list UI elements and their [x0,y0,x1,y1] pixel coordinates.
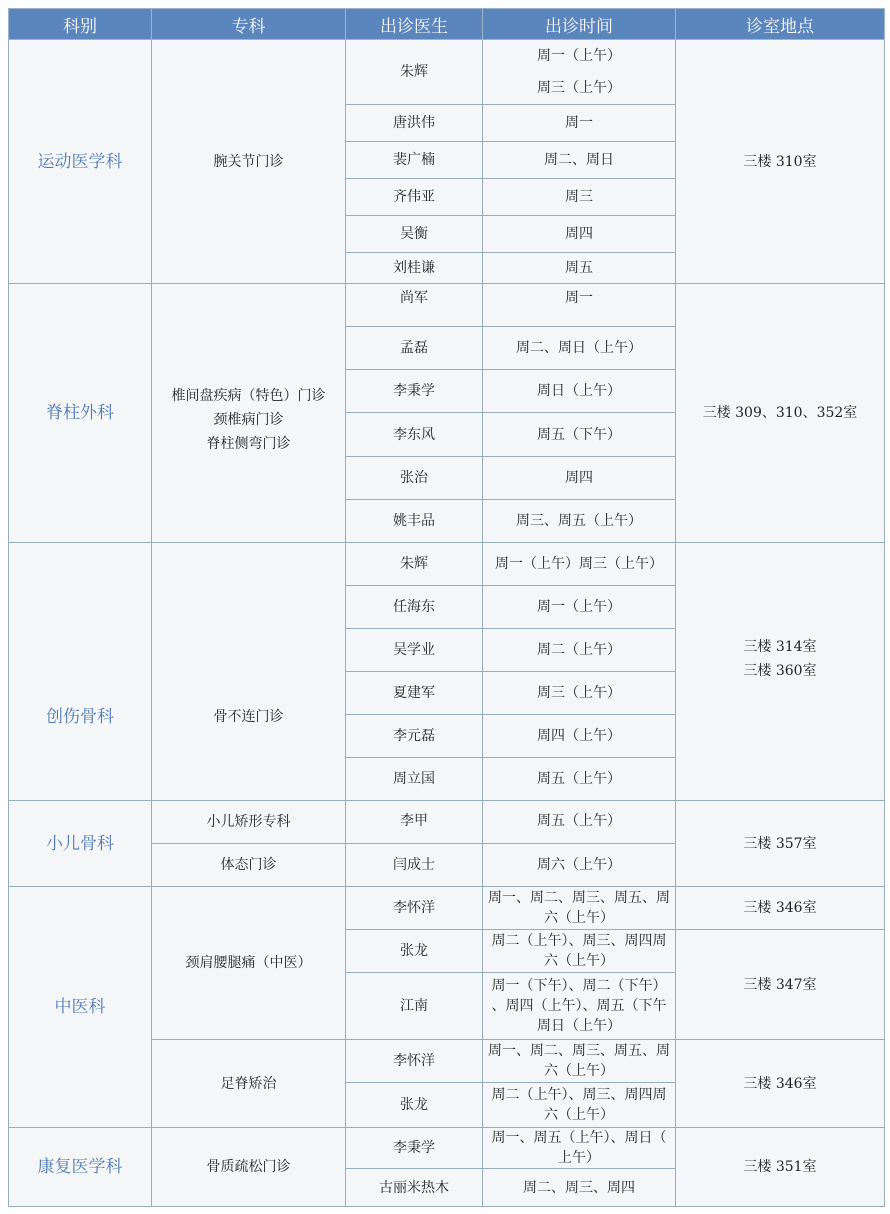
time-cell: 周一 [483,284,676,327]
time-line: 周一、周五（上午）、周日（ [491,1130,667,1146]
time-cell: 周五（下午） [483,413,676,457]
specialty-line: 脊柱侧弯门诊 [206,436,291,452]
dept-cell: 中医科 [9,887,152,1128]
time-cell: 周一（上午） [483,586,676,629]
doctor-cell: 张治 [346,457,483,500]
location-line: 三楼 314室 [743,639,817,655]
time-line: 六（上午） [544,1063,614,1079]
time-line: 上午） [558,1150,600,1166]
time-cell: 周一（上午）周三（上午） [483,543,676,586]
specialty-cell: 腕关节门诊 [152,40,346,284]
doctor-cell: 齐伟亚 [346,179,483,216]
time-cell: 周二、周日 [483,142,676,179]
table-row [9,801,885,844]
doctor-cell: 吴学业 [346,629,483,672]
time-cell [483,930,676,973]
time-cell: 周二（上午） [483,629,676,672]
dept-cell: 小儿骨科 [9,801,152,887]
time-cell: 周三、周五（上午） [483,500,676,543]
time-line: 、周四（上午）、周五（下午 [491,998,667,1014]
time-line: 周一、周二、周三、周五、周 [488,890,670,906]
doctor-cell: 朱辉 [346,543,483,586]
dept-cell: 创伤骨科 [9,543,152,801]
time-cell: 周三 [483,179,676,216]
time-cell [483,887,676,930]
doctor-cell: 李元磊 [346,715,483,758]
time-cell: 周日（上午） [483,370,676,413]
header-time: 出诊时间 [483,9,676,40]
header-doctor: 出诊医生 [346,9,483,40]
table-row [9,40,885,105]
time-line: 六（上午） [544,910,614,926]
specialty-cell: 小儿矫形专科 [152,801,346,844]
doctor-cell: 唐洪伟 [346,105,483,142]
time-line: 周二（上午）、周三、周四周 [491,1087,667,1103]
schedule-wrapper [8,8,884,1206]
location-cell: 三楼 351室 [676,1128,885,1207]
time-cell: 周四 [483,457,676,500]
time-cell [483,1128,676,1169]
time-cell: 周四（上午） [483,715,676,758]
doctor-cell: 张龙 [346,930,483,973]
doctor-cell: 刘桂谦 [346,253,483,284]
time-line: 周一、周二、周三、周五、周 [488,1043,670,1059]
doctor-cell: 闫成士 [346,844,483,887]
doctor-cell: 周立国 [346,758,483,801]
header-specialty: 专科 [152,9,346,40]
doctor-cell: 李怀洋 [346,1040,483,1083]
specialty-cell [152,284,346,543]
doctor-cell: 朱辉 [346,40,483,105]
doctor-cell: 裴广楠 [346,142,483,179]
time-line: 周三（上午） [537,80,621,96]
location-cell: 三楼 310室 [676,40,885,284]
doctor-cell: 李甲 [346,801,483,844]
location-cell: 三楼 346室 [676,1040,885,1128]
time-cell: 周三（上午） [483,672,676,715]
doctor-cell: 吴衡 [346,216,483,253]
time-cell [483,1040,676,1083]
doctor-cell: 姚丰品 [346,500,483,543]
header-dept: 科别 [9,9,152,40]
time-line: 六（上午） [544,953,614,969]
specialty-cell: 骨质疏松门诊 [152,1128,346,1207]
specialty-cell: 体态门诊 [152,844,346,887]
clinic-schedule-table [8,8,885,1207]
doctor-cell: 江南 [346,973,483,1040]
table-row [9,284,885,327]
time-cell: 周四 [483,216,676,253]
header-location: 诊室地点 [676,9,885,40]
location-line: 三楼 360室 [743,663,817,679]
location-cell [676,543,885,801]
doctor-cell: 李东风 [346,413,483,457]
dept-cell: 运动医学科 [9,40,152,284]
specialty-cell: 骨不连门诊 [152,543,346,801]
doctor-cell: 孟磊 [346,327,483,370]
specialty-line: 椎间盘疾病（特色）门诊 [171,388,326,404]
doctor-cell: 张龙 [346,1083,483,1128]
time-cell [483,40,676,105]
doctor-cell: 尚军 [346,284,483,327]
time-line: 六（上午） [544,1107,614,1123]
specialty-cell: 颈肩腰腿痛（中医） [152,887,346,1040]
table-row [9,887,885,930]
doctor-cell: 夏建军 [346,672,483,715]
time-cell: 周六（上午） [483,844,676,887]
table-row [9,543,885,586]
doctor-cell: 李秉学 [346,1128,483,1169]
dept-cell: 康复医学科 [9,1128,152,1207]
time-cell: 周二、周日（上午） [483,327,676,370]
location-cell: 三楼 347室 [676,930,885,1040]
specialty-cell: 足脊矫治 [152,1040,346,1128]
time-line: 周一（下午）、周二（下午） [491,978,667,994]
time-cell [483,1083,676,1128]
location-cell: 三楼 346室 [676,887,885,930]
table-row [9,1128,885,1169]
time-cell [483,973,676,1040]
time-line: 周一（上午） [537,48,621,64]
header-row [9,9,885,40]
time-cell: 周五（上午） [483,758,676,801]
doctor-cell: 古丽米热木 [346,1169,483,1207]
location-cell: 三楼 309、310、352室 [676,284,885,543]
time-cell: 周一 [483,105,676,142]
doctor-cell: 任海东 [346,586,483,629]
time-cell: 周五（上午） [483,801,676,844]
time-line: 周日（上午） [537,1018,621,1034]
specialty-line: 颈椎病门诊 [213,412,284,428]
doctor-cell: 李怀洋 [346,887,483,930]
time-line: 周二（上午）、周三、周四周 [491,933,667,949]
time-cell: 周二、周三、周四 [483,1169,676,1207]
dept-cell: 脊柱外科 [9,284,152,543]
location-cell: 三楼 357室 [676,801,885,887]
time-cell: 周五 [483,253,676,284]
doctor-cell: 李秉学 [346,370,483,413]
